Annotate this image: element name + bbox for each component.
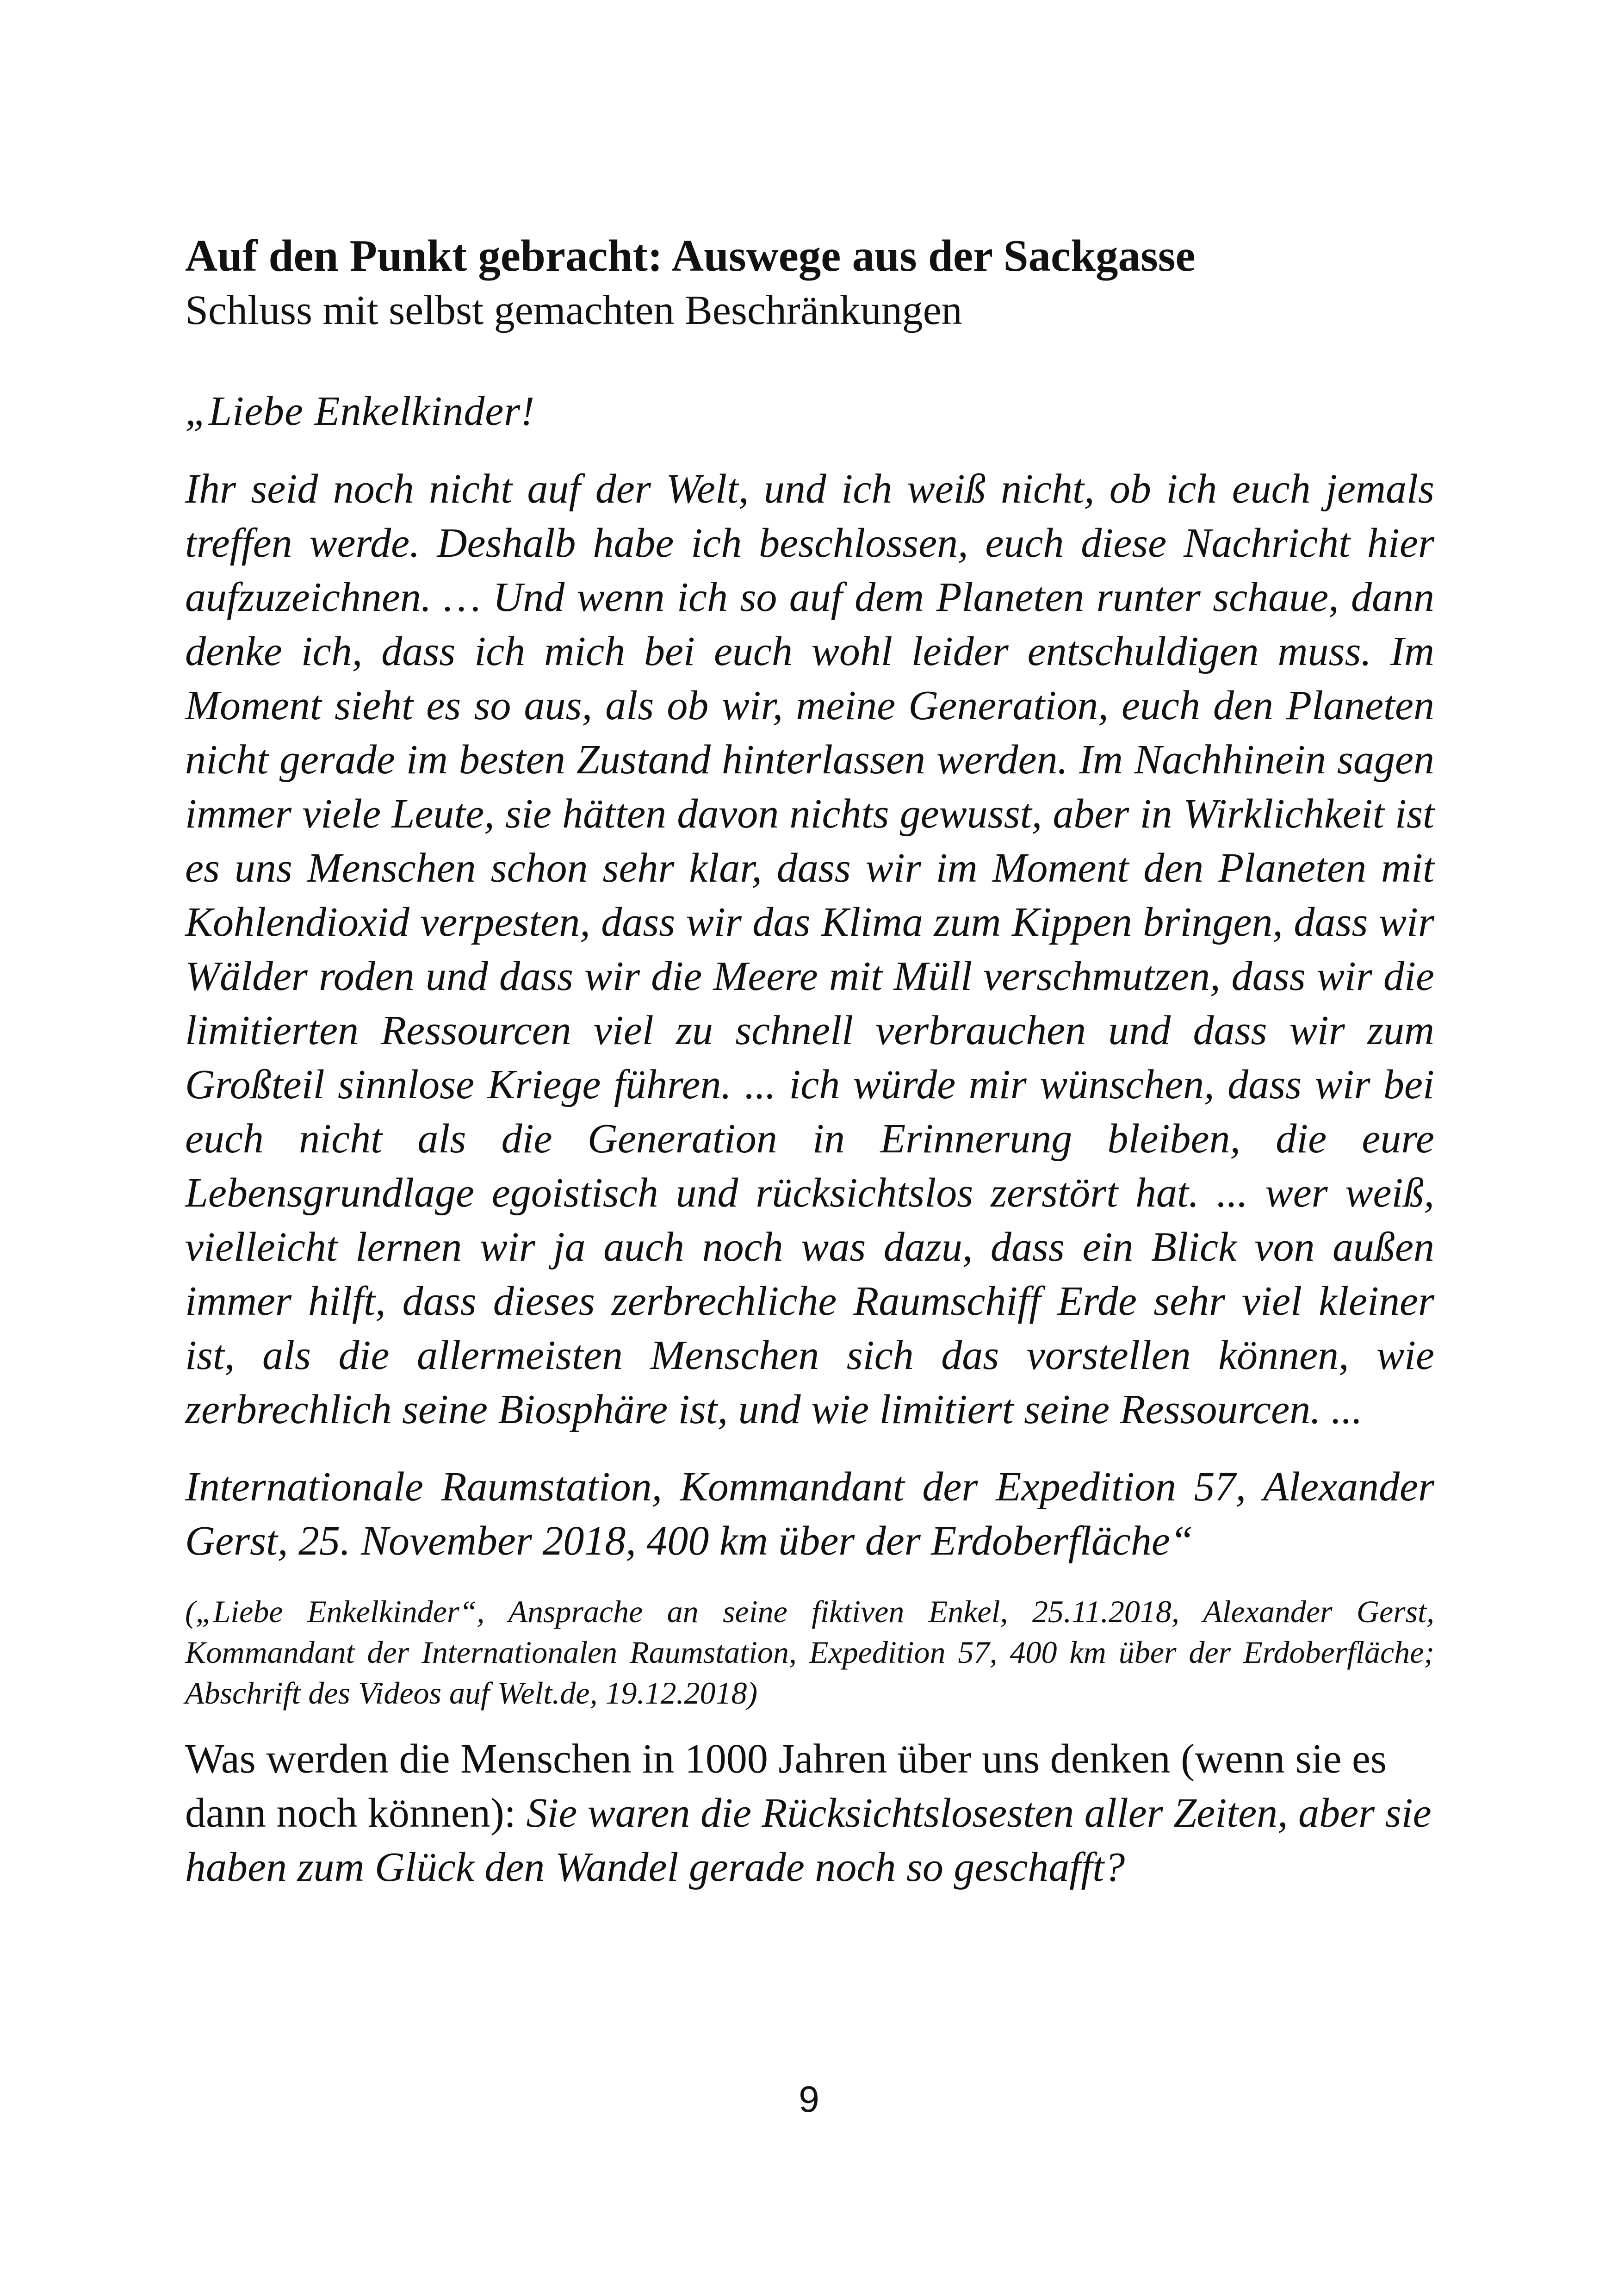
closing-question-italic: Sie waren die Rücksichtslosesten aller Zeiten, aber sie haben zum Glück den Wandel gerade noch so geschafft? [185,1790,1432,1891]
closing-question-plain: Was werden die Menschen in 1000 Jahren über uns denken (wenn sie es dann noch können): [185,1736,1387,1836]
letter-salutation: „Liebe Enkelkinder! [185,388,535,435]
letter-body: Ihr seid noch nicht auf der Welt, und ich weiß nicht, ob ich euch jemals treffen werde. Deshalb habe ich beschlossen, euch diese Nachricht hier aufzuzeichnen. … Und wenn ich so auf dem Planeten runter schaue, dann denke ich, dass ich mich bei euch wohl leider entschuldigen muss. Im Moment sieht es so aus, als ob wir, meine Generation, euch den Planeten nicht gerade im besten Zustand hinterlassen werden. Im Nachhinein sagen immer viele Leute, sie hätten davon nichts gewusst, aber in Wirklichkeit ist es uns Menschen schon sehr klar, dass wir im Moment den Planeten mit Kohlendioxid verpesten, dass wir das Klima zum Kippen bringen, dass wir Wälder roden und dass wir die Meere mit Müll verschmutzen, dass wir die limitierten Ressourcen viel zu schnell verbrauchen und dass wir zum Großteil sinnlose Kriege führen. ... ich würde mir wünschen, dass wir bei euch nicht als die Generation in Erinnerung bleiben, die eure Lebensgrundlage egoistisch und rücksichtslos zerstört hat. ... wer weiß, vielleicht lernen wir ja auch noch was dazu, dass ein Blick von außen immer hilft, dass dieses zerbrechliche Raumschiff Erde sehr viel kleiner ist, als die allermeisten Menschen sich das vorstellen können, wie zerbrechlich seine Biosphäre ist, und wie limitiert seine Ressourcen. ... [185,466,1434,1433]
source-citation: („Liebe Enkelkinder“, Ansprache an seine fiktiven Enkel, 25.11.2018, Alexander Gerst, Kommandant der Internationalen Raumstation, Expedition 57, 400 km über der Erdoberfläche; Abschrift des Videos auf Welt.de, 19.12.2018) [185,1594,1434,1711]
section-subtitle: Schluss mit selbst gemachten Beschränkungen [185,287,962,334]
closing-question [185,1732,1434,1894]
page-number: 9 [799,2078,819,2120]
page-content [185,229,1434,1894]
letter-signature: Internationale Raumstation, Kommandant der Expedition 57, Alexander Gerst, 25. November 2018, 400 km über der Erdoberfläche“ [185,1464,1434,1564]
section-title: Auf den Punkt gebracht: Auswege aus der Sackgasse [185,231,1196,280]
